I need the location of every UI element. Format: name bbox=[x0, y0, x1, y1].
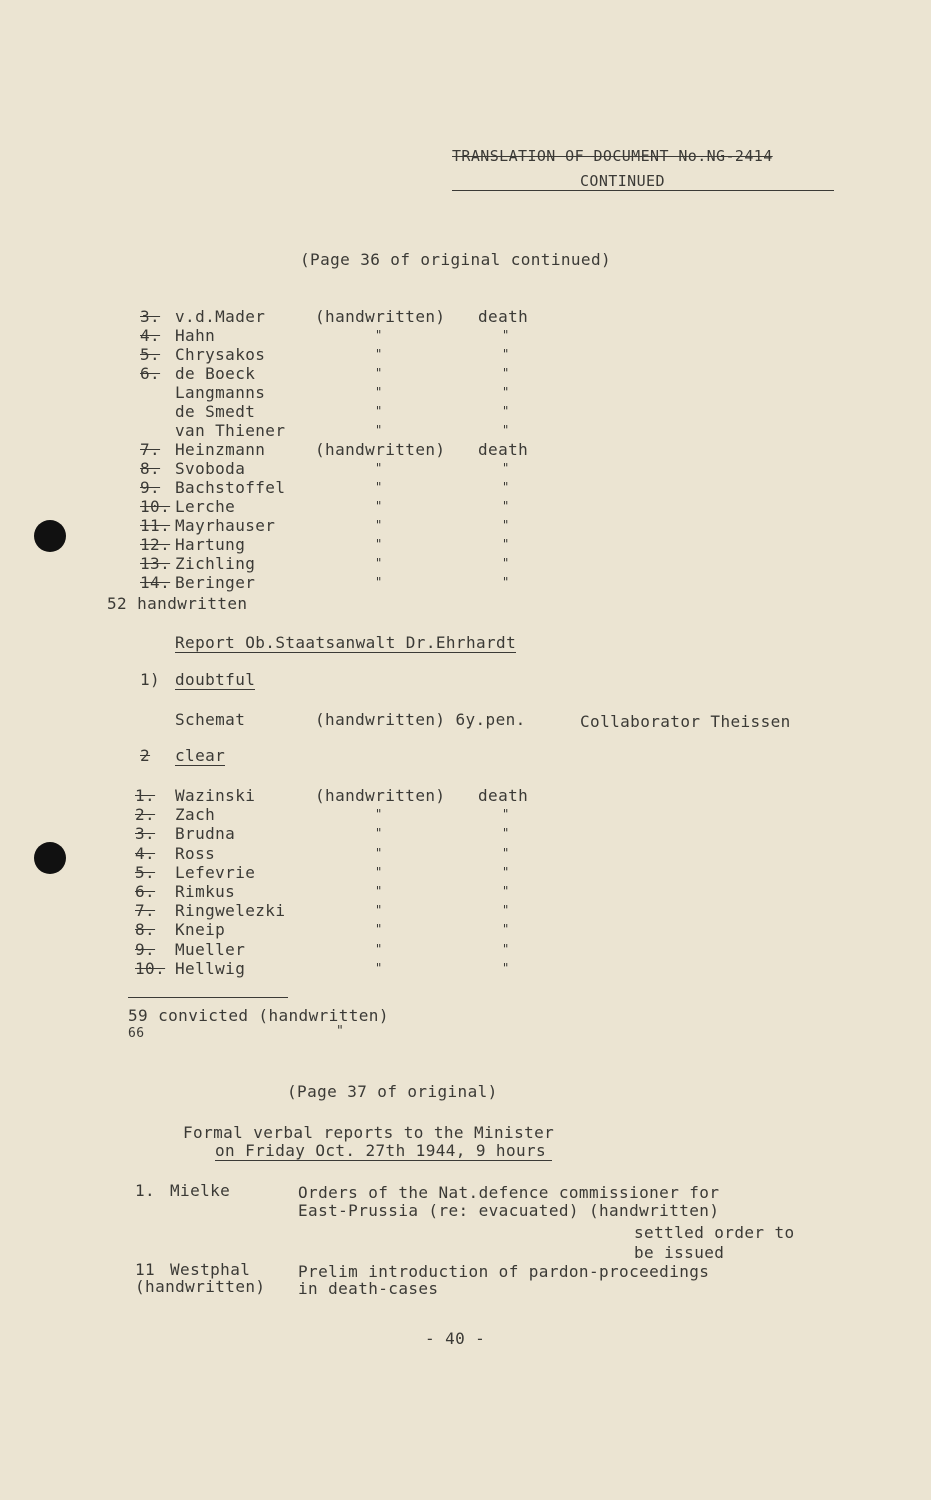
row-sentence-source: " bbox=[375, 845, 383, 860]
row-name: Mayrhauser bbox=[175, 516, 276, 535]
formal-line1: Formal verbal reports to the Minister bbox=[183, 1123, 555, 1142]
row-sentence: " bbox=[502, 922, 510, 937]
row-number: 7. bbox=[140, 440, 161, 459]
row-name: Chrysakos bbox=[175, 345, 266, 364]
item-1-line4: be issued bbox=[634, 1243, 725, 1262]
row-number: 2. bbox=[135, 805, 156, 825]
total-rule bbox=[128, 997, 288, 998]
row-sentence-source: " bbox=[375, 404, 383, 418]
row-number: 7. bbox=[135, 901, 156, 921]
row-sentence: " bbox=[502, 845, 510, 860]
item-1-line3: settled order to bbox=[634, 1223, 795, 1242]
row-sentence-source: " bbox=[375, 480, 383, 494]
row-sentence-source: " bbox=[375, 903, 383, 918]
row-name: v.d.Mader bbox=[175, 307, 266, 326]
row-number: 11. bbox=[140, 516, 171, 535]
row-sentence-source: " bbox=[375, 423, 383, 437]
row-name: Bachstoffel bbox=[175, 478, 286, 497]
row-name: de Smedt bbox=[175, 402, 256, 421]
item-2-num: 11 bbox=[135, 1260, 156, 1279]
row-number: 8. bbox=[140, 459, 161, 478]
row-sentence-source: " bbox=[375, 518, 383, 532]
row-sentence: " bbox=[502, 347, 510, 361]
row-sentence: death bbox=[478, 440, 529, 459]
header-rule bbox=[452, 190, 834, 191]
row-sentence: " bbox=[502, 864, 510, 879]
row-sentence-source: " bbox=[375, 884, 383, 898]
row-number: 3. bbox=[140, 307, 161, 326]
total-2-ditto: " bbox=[336, 1024, 345, 1039]
row-sentence-source: " bbox=[375, 385, 383, 399]
row-sentence: " bbox=[502, 385, 510, 399]
row-number: 6. bbox=[140, 364, 161, 383]
row-name: Brudna bbox=[175, 824, 236, 844]
row-name: Heinzmann bbox=[175, 440, 266, 459]
item-2-line1: Prelim introduction of pardon-proceedings bbox=[298, 1262, 710, 1281]
item-1-line1: Orders of the Nat.defence commissioner for bbox=[298, 1183, 720, 1202]
row-name: Ross bbox=[175, 843, 216, 863]
row-name: Zichling bbox=[175, 554, 256, 573]
row-sentence-source: " bbox=[375, 807, 383, 822]
row-sentence: death bbox=[478, 307, 529, 326]
total-1: 52 handwritten bbox=[107, 594, 248, 613]
row-name: Kneip bbox=[175, 920, 226, 940]
row-sentence: " bbox=[502, 518, 510, 532]
row-sentence-source: " bbox=[375, 864, 383, 879]
row-sentence: " bbox=[502, 903, 510, 918]
item-1-num: 1. bbox=[135, 1181, 156, 1200]
row-name: Wazinski bbox=[175, 786, 256, 805]
schemat-name: Schemat bbox=[175, 710, 246, 729]
clear-num: 2 bbox=[140, 746, 151, 765]
row-number: 10. bbox=[140, 497, 171, 516]
row-number: 9. bbox=[140, 478, 161, 497]
row-sentence-source: (handwritten) bbox=[315, 786, 446, 805]
row-sentence: " bbox=[502, 807, 510, 822]
row-sentence-source: " bbox=[375, 366, 383, 380]
row-sentence-source: " bbox=[375, 826, 383, 841]
header-title: TRANSLATION OF DOCUMENT No.NG-2414 bbox=[452, 147, 773, 165]
report-heading: Report Ob.Staatsanwalt Dr.Ehrhardt bbox=[175, 633, 517, 652]
row-name: Svoboda bbox=[175, 459, 246, 478]
schemat-note: Collaborator Theissen bbox=[580, 712, 791, 731]
row-number: 5. bbox=[140, 345, 161, 364]
row-sentence: " bbox=[502, 941, 510, 956]
row-sentence: " bbox=[502, 461, 510, 475]
row-sentence-source: (handwritten) bbox=[315, 440, 446, 459]
item-1-name: Mielke bbox=[170, 1181, 231, 1200]
row-sentence: " bbox=[502, 366, 510, 380]
row-sentence: " bbox=[502, 556, 510, 570]
row-sentence: death bbox=[478, 786, 529, 805]
row-name: Ringwelezki bbox=[175, 901, 286, 921]
row-name: de Boeck bbox=[175, 364, 256, 383]
row-name: Langmanns bbox=[175, 383, 266, 402]
row-number: 1. bbox=[135, 786, 156, 805]
item-2-name: Westphal bbox=[170, 1260, 251, 1279]
row-sentence-source: " bbox=[375, 941, 383, 956]
row-sentence: " bbox=[502, 499, 510, 513]
row-sentence-source: " bbox=[375, 556, 383, 570]
row-sentence-source: " bbox=[375, 922, 383, 937]
row-sentence-source: " bbox=[375, 347, 383, 361]
total-2-line2: 66 bbox=[128, 1026, 145, 1041]
row-name: Rimkus bbox=[175, 882, 236, 901]
row-sentence-source: " bbox=[375, 499, 383, 513]
row-sentence-source: " bbox=[375, 575, 383, 589]
punch-hole-bottom bbox=[34, 842, 66, 874]
row-name: Zach bbox=[175, 805, 216, 825]
row-number: 3. bbox=[135, 824, 156, 844]
row-sentence-source: " bbox=[375, 960, 383, 975]
item-1-line2: East-Prussia (re: evacuated) (handwritten) bbox=[298, 1201, 720, 1220]
row-number: 4. bbox=[140, 326, 161, 345]
row-sentence: " bbox=[502, 423, 510, 437]
row-name: Mueller bbox=[175, 939, 246, 959]
row-name: Hellwig bbox=[175, 958, 246, 978]
row-name: van Thiener bbox=[175, 421, 286, 440]
row-number: 12. bbox=[140, 535, 171, 554]
row-sentence-source: " bbox=[375, 328, 383, 342]
row-sentence-source: " bbox=[375, 461, 383, 475]
row-name: Hahn bbox=[175, 326, 216, 345]
row-name: Beringer bbox=[175, 573, 256, 592]
item-2-name2: (handwritten) bbox=[135, 1277, 266, 1296]
row-name: Lerche bbox=[175, 497, 236, 516]
row-number: 5. bbox=[135, 862, 156, 882]
row-number: 9. bbox=[135, 939, 156, 959]
row-sentence: " bbox=[502, 575, 510, 589]
row-number: 8. bbox=[135, 920, 156, 940]
clear-label: clear bbox=[175, 746, 226, 765]
formal-line2: on Friday Oct. 27th 1944, 9 hours bbox=[215, 1141, 552, 1161]
row-sentence: " bbox=[502, 328, 510, 342]
page-number: - 40 - bbox=[425, 1329, 486, 1348]
page36-caption: (Page 36 of original continued) bbox=[300, 250, 612, 269]
row-sentence: " bbox=[502, 960, 510, 975]
row-sentence: " bbox=[502, 480, 510, 494]
doubtful-num: 1) bbox=[140, 670, 161, 689]
row-name: Lefevrie bbox=[175, 862, 256, 882]
row-sentence-source: (handwritten) bbox=[315, 307, 446, 326]
row-number: 4. bbox=[135, 843, 156, 863]
total-2-line1: 59 convicted (handwritten) bbox=[128, 1006, 389, 1025]
row-number: 10. bbox=[135, 958, 166, 978]
row-sentence-source: " bbox=[375, 537, 383, 551]
row-name: Hartung bbox=[175, 535, 246, 554]
row-sentence: " bbox=[502, 826, 510, 841]
punch-hole-top bbox=[34, 520, 66, 552]
row-number: 6. bbox=[135, 882, 156, 901]
row-sentence: " bbox=[502, 404, 510, 418]
schemat-sentence: (handwritten) 6y.pen. bbox=[315, 710, 526, 729]
doubtful-label: doubtful bbox=[175, 670, 256, 689]
page37-caption: (Page 37 of original) bbox=[287, 1082, 498, 1101]
row-sentence: " bbox=[502, 884, 510, 898]
header-continued: CONTINUED bbox=[580, 172, 665, 190]
item-2-line2: in death-cases bbox=[298, 1279, 439, 1298]
row-sentence: " bbox=[502, 537, 510, 551]
row-number: 13. bbox=[140, 554, 171, 573]
row-number: 14. bbox=[140, 573, 171, 592]
